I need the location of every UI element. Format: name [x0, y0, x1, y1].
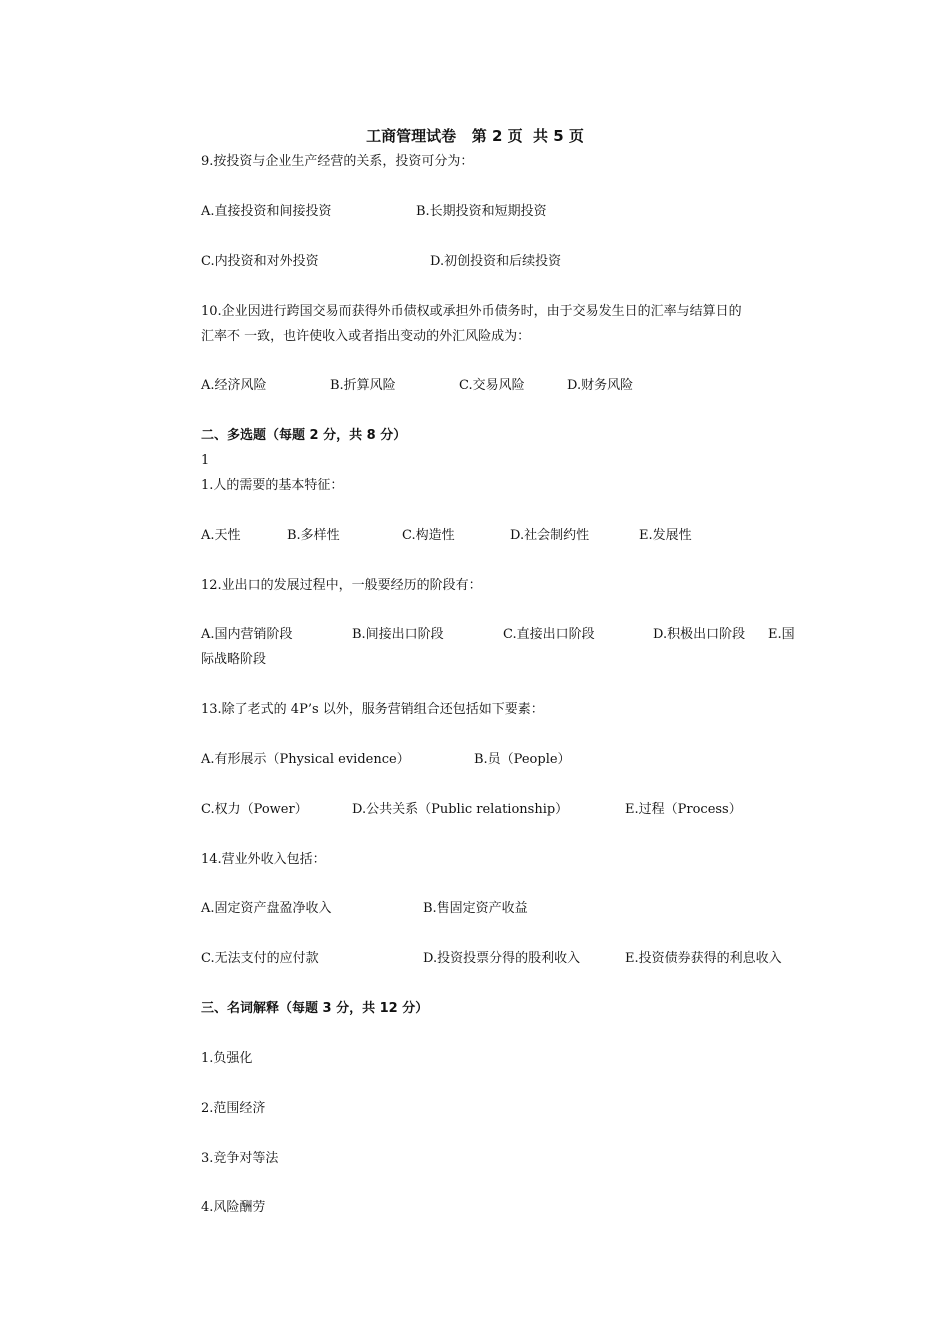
- q10-option-a: A.经济风险: [201, 378, 267, 393]
- question-9-stem: 9.按投资与企业生产经营的关系，投资可分为：: [201, 154, 474, 169]
- q11-option-d: D.社会制约性: [510, 528, 590, 543]
- section-2-heading: 二、多选题（每题 2 分，共 8 分）: [201, 428, 407, 443]
- q14-option-b: B.售固定资产收益: [423, 901, 528, 916]
- q13-option-c: C.权力（Power）: [201, 802, 308, 817]
- question-10-stem-line2: 汇率不 一致，也许使收入或者指出变动的外汇风险成为：: [201, 329, 531, 344]
- question-11-stem: 1.人的需要的基本特征：: [201, 478, 344, 493]
- q9-option-a: A.直接投资和间接投资: [201, 204, 332, 219]
- q13-option-e: E.过程（Process）: [625, 802, 742, 817]
- q12-option-e-part1: E.国: [768, 627, 795, 642]
- term-item: 1.负强化: [201, 1051, 253, 1066]
- q11-option-c: C.构造性: [402, 528, 455, 543]
- term-item: 2.范围经济: [201, 1101, 266, 1116]
- q9-option-c: C.内投资和对外投资: [201, 254, 319, 269]
- question-10-stem-line1: 10.企业因进行跨国交易而获得外币债权或承担外币债务时，由于交易发生日的汇率与结算日的: [201, 304, 742, 319]
- q10-option-b: B.折算风险: [330, 378, 396, 393]
- q10-option-c: C.交易风险: [459, 378, 525, 393]
- q12-option-a: A.国内营销阶段: [201, 627, 293, 642]
- q11-option-a: A.天性: [201, 528, 241, 543]
- section-3-heading: 三、名词解释（每题 3 分，共 12 分）: [201, 1001, 429, 1016]
- q10-option-d: D.财务风险: [567, 378, 634, 393]
- term-item: 3.竞争对等法: [201, 1151, 279, 1166]
- q9-option-d: D.初创投资和后续投资: [430, 254, 562, 269]
- q12-option-b: B.间接出口阶段: [352, 627, 444, 642]
- term-item: 4.风险酬劳: [201, 1200, 266, 1215]
- q14-option-e: E.投资债券获得的利息收入: [625, 951, 782, 966]
- page-title: 工商管理试卷 第 2 页 共 5 页: [366, 127, 584, 145]
- stray-number: 1: [201, 453, 210, 468]
- q12-option-e-part2: 际战略阶段: [201, 652, 267, 667]
- question-12-stem: 12.业出口的发展过程中，一般要经历的阶段有：: [201, 578, 482, 593]
- q11-option-b: B.多样性: [287, 528, 340, 543]
- q14-option-d: D.投资投票分得的股利收入: [423, 951, 581, 966]
- q12-option-c: C.直接出口阶段: [503, 627, 595, 642]
- q13-option-a: A.有形展示（Physical evidence）: [201, 752, 410, 767]
- q9-option-b: B.长期投资和短期投资: [416, 204, 547, 219]
- q13-option-d: D.公共关系（Public relationship）: [352, 802, 569, 817]
- question-14-stem: 14.营业外收入包括：: [201, 852, 326, 867]
- question-13-stem: 13.除了老式的 4P’s 以外，服务营销组合还包括如下要素：: [201, 702, 544, 717]
- q14-option-c: C.无法支付的应付款: [201, 951, 319, 966]
- q14-option-a: A.固定资产盘盈净收入: [201, 901, 332, 916]
- q12-option-d: D.积极出口阶段: [653, 627, 746, 642]
- q11-option-e: E.发展性: [639, 528, 692, 543]
- q13-option-b: B.员（People）: [474, 752, 571, 767]
